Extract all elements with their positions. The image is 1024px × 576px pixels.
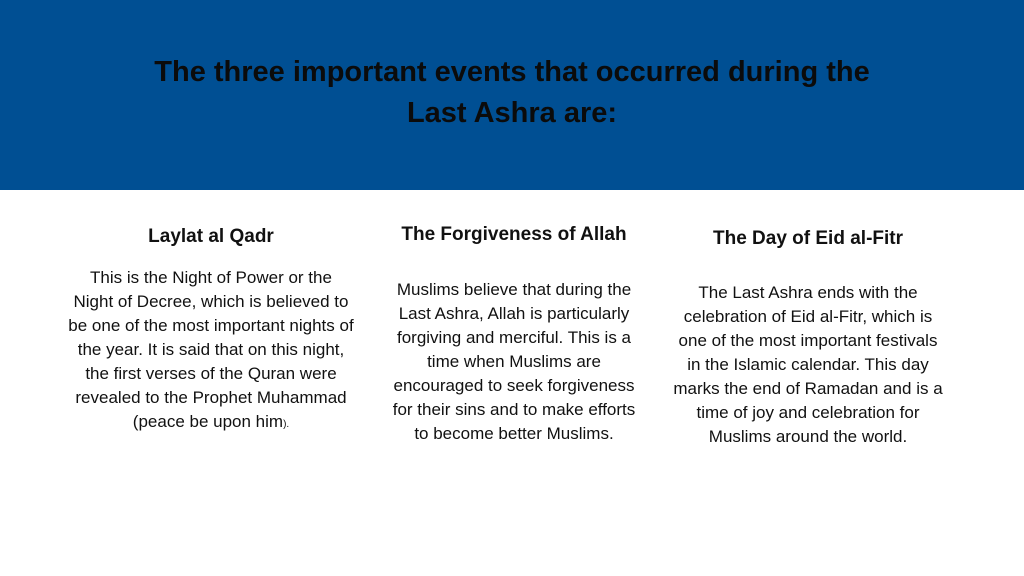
event-column-eid-al-fitr [670, 227, 946, 449]
event-description: Muslims believe that during the Last Ashra, Allah is particularly forgiving and merciful. This is a time when Muslims are encouraged to seek forgiveness for their sins and to make efforts to become better Muslims. [392, 280, 636, 443]
event-column-laylat-al-qadr [68, 225, 354, 434]
slide-title [112, 52, 912, 134]
event-column-forgiveness [386, 223, 642, 446]
event-heading: Laylat al Qadr [148, 226, 274, 247]
event-description-tail: ). [283, 419, 290, 430]
event-heading: The Forgiveness of Allah [401, 224, 627, 245]
slide-title-line-1: The three important events that occurred during the [154, 56, 870, 88]
event-description-text: This is the Night of Power or the Night of Decree, which is believed to be one of the most important nights of the year. It is said that on this night, the first verses of the Quran were revealed to the Prophet Muhammad (peace be upon him [68, 268, 354, 431]
event-heading: The Day of Eid al-Fitr [712, 228, 904, 249]
event-description: The Last Ashra ends with the celebration of Eid al-Fitr, which is one of the most important festivals in the Islamic calendar. This day marks the end of Ramadan and is a time of joy and celebration for Muslims around the world. [673, 283, 943, 446]
slide-title-line-2: Last Ashra are: [406, 97, 618, 129]
event-description [68, 266, 354, 434]
